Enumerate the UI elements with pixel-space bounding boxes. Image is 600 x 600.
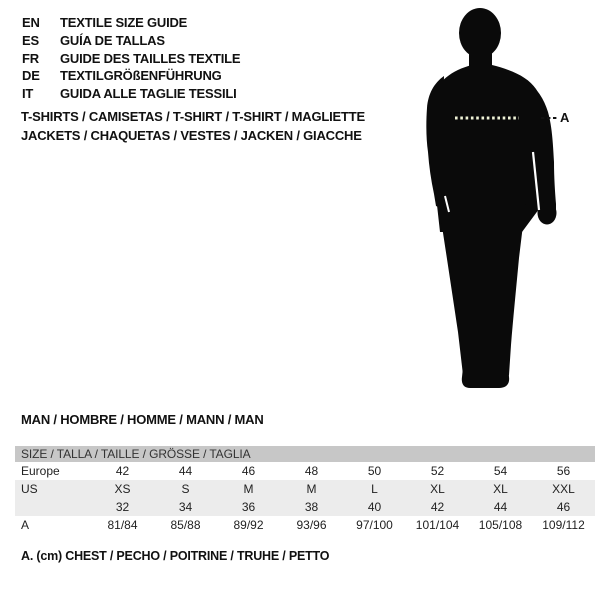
language-code: ES xyxy=(22,33,39,49)
table-row-europe xyxy=(15,462,595,480)
size-cell: 40 xyxy=(367,500,382,514)
size-cell: 93/96 xyxy=(296,518,327,532)
size-cell: 56 xyxy=(556,464,571,478)
size-cell: 81/84 xyxy=(107,518,138,532)
language-row-de xyxy=(22,67,240,85)
category-tshirts: T-SHIRTS / CAMISETAS / T-SHIRT / T-SHIRT / MAGLIETTE xyxy=(21,109,365,124)
language-row-fr xyxy=(22,49,240,67)
size-cell: 36 xyxy=(241,500,256,514)
size-cell: L xyxy=(371,482,378,496)
size-cell: 48 xyxy=(304,464,319,478)
size-cell: 89/92 xyxy=(233,518,264,532)
size-cell: S xyxy=(181,482,190,496)
size-cell: M xyxy=(306,482,317,496)
language-code: FR xyxy=(22,50,39,66)
table-row-a-chest xyxy=(15,516,595,534)
row-label: US xyxy=(21,482,38,496)
size-cell: 38 xyxy=(304,500,319,514)
size-cell: 105/108 xyxy=(478,518,523,532)
size-cell: 44 xyxy=(178,464,193,478)
language-label: GUIDA ALLE TAGLIE TESSILI xyxy=(60,86,237,102)
size-cell: 34 xyxy=(178,500,193,514)
size-cell: XS xyxy=(114,482,131,496)
category-jackets: JACKETS / CHAQUETAS / VESTES / JACKEN / GIACCHE xyxy=(21,127,362,143)
size-cell: 32 xyxy=(115,500,130,514)
garment-categories xyxy=(21,108,365,145)
row-label: Europe xyxy=(21,464,60,478)
size-cell: 46 xyxy=(556,500,571,514)
table-row-us xyxy=(15,480,595,498)
language-code: IT xyxy=(22,86,34,102)
size-cell: XXL xyxy=(552,482,575,496)
measure-label-a: A xyxy=(560,110,570,125)
language-row-en xyxy=(22,14,240,32)
size-cell: 42 xyxy=(430,500,445,514)
size-cell: 44 xyxy=(493,500,508,514)
row-label: A xyxy=(21,518,30,532)
section-title-man: MAN / HOMBRE / HOMME / MANN / MAN xyxy=(21,412,264,427)
man-silhouette xyxy=(400,0,600,400)
language-label: GUIDE DES TAILLES TEXTILE xyxy=(60,50,241,66)
language-label: TEXTILE SIZE GUIDE xyxy=(60,15,188,31)
size-cell: 46 xyxy=(241,464,256,478)
language-list xyxy=(22,14,240,102)
language-code: EN xyxy=(22,15,40,31)
size-cell: 97/100 xyxy=(356,518,393,532)
size-cell: 52 xyxy=(430,464,445,478)
language-label: TEXTILGRÖßENFÜHRUNG xyxy=(60,68,222,84)
language-code: DE xyxy=(22,68,40,84)
man-silhouette-figure xyxy=(400,0,600,400)
size-cell: 50 xyxy=(367,464,382,478)
size-cell: XL xyxy=(493,482,508,496)
language-label: GUÍA DE TALLAS xyxy=(60,33,165,49)
measurement-footnote: A. (cm) CHEST / PECHO / POITRINE / TRUHE / PETTO xyxy=(21,549,330,563)
size-cell: 109/112 xyxy=(542,518,585,532)
language-row-es xyxy=(22,32,240,50)
table-row-unlabeled xyxy=(15,498,595,516)
silhouette-shapes xyxy=(426,8,556,388)
size-cell: XL xyxy=(430,482,445,496)
size-cell: 85/88 xyxy=(170,518,201,532)
size-table xyxy=(15,446,595,534)
language-row-it xyxy=(22,85,240,103)
size-cell: 101/104 xyxy=(415,518,460,532)
size-cell: 42 xyxy=(115,464,130,478)
size-table-header: SIZE / TALLA / TAILLE / GRÖSSE / TAGLIA xyxy=(15,446,595,462)
size-cell: 54 xyxy=(493,464,508,478)
size-cell: M xyxy=(243,482,254,496)
